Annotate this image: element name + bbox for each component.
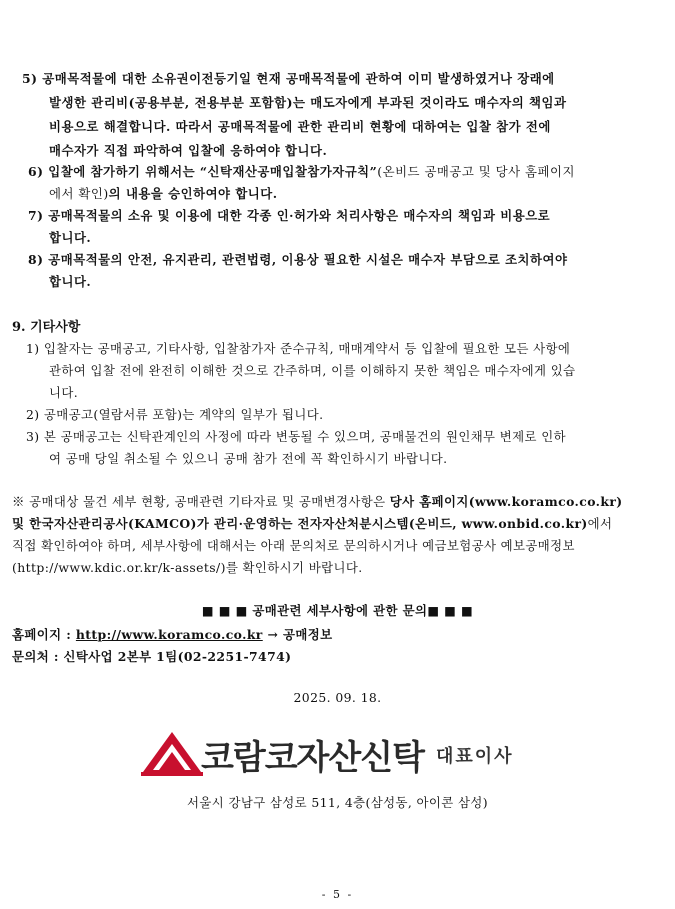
term-8-line-1: 8) 공매목적물의 안전, 유지관리, 관련법령, 이용상 필요한 시설은 매수자 부담으로 조치하여야 [28,252,568,267]
note-line-2 [12,514,612,532]
homepage-label: 홈페이지 : [12,627,76,642]
section-9-title: 9. 기타사항 [12,320,81,335]
koramco-logo-icon [141,730,203,780]
etc-1-line-2: 관하여 입찰 전에 완전히 이해한 것으로 간주하며, 이를 이해하지 못한 책임은 매수자에게 있습 [49,363,576,378]
term-5-line-3: 비용으로 해결합니다. 따라서 공매목적물에 관한 관리비 현황에 대하여는 입찰 참가 전에 [49,119,551,134]
homepage-suffix: → 공매정보 [262,627,333,642]
etc-3-line-2: 여 공매 당일 취소될 수 있으니 공매 참가 전에 꼭 확인하시기 바랍니다. [49,451,448,466]
page-number: - 5 - [321,888,354,901]
inquiry-header: ■ ■ ■ 공매관련 세부사항에 관한 문의■ ■ ■ [201,603,474,618]
term-5-line-4: 매수자가 직접 파악하여 입찰에 응하여야 합니다. [49,143,328,158]
note-homepage-bold: 당사 홈페이지(www.koramco.co.kr) [389,494,623,509]
note-line-3: 직접 확인하여야 하며, 세부사항에 대해서는 아래 문의처로 문의하시거나 예금보험공사 예보공매정보 [12,538,575,553]
company-address: 서울시 강남구 삼성로 511, 4층(삼성동, 아이콘 삼성) [187,795,488,810]
term-6-normal-text-2: 에서 확인) [49,186,109,201]
term-6-normal-text: (온비드 공매공고 및 당사 홈페이지 [377,164,575,179]
etc-2-line-1: 2) 공매공고(열람서류 포함)는 계약의 일부가 됩니다. [26,407,324,422]
company-logo [141,724,531,786]
homepage-link[interactable]: http://www.koramco.co.kr [75,627,263,642]
note-line-1 [12,492,623,510]
term-5-line-1: 5) 공매목적물에 대한 소유권이전등기일 현재 공매목적물에 관하여 이미 발생하였거나 장래에 [22,71,555,86]
note-text: ※ 공매대상 물건 세부 현황, 공매관련 기타자료 및 공매변경사항은 [12,494,390,509]
ceo-title: 대표이사 [436,746,514,767]
term-6-bold-text-2: 의 내용을 승인하여야 합니다. [108,186,278,201]
etc-3-line-1: 3) 본 공매공고는 신탁관계인의 사정에 따라 변동될 수 있으며, 공매물건의 원인채무 변제로 인하 [26,429,566,444]
term-6-bold-text: 6) 입찰에 참가하기 위해서는 “신탁재산공매입찰참가자규칙” [28,164,378,179]
note-line-4: (http://www.kdic.or.kr/k-assets/)를 확인하시기 바랍니다. [12,560,363,575]
etc-1-line-1: 1) 입찰자는 공매공고, 기타사항, 입찰참가자 준수규칙, 매매계약서 등 입찰에 필요한 모든 사항에 [26,341,571,356]
homepage-line [12,625,332,643]
term-7-line-2: 합니다. [49,230,92,245]
term-6-line-1 [28,163,575,180]
term-8-line-2: 합니다. [49,274,92,289]
term-6-line-2 [49,185,278,202]
term-5-line-2: 발생한 관리비(공용부분, 전용부분 포함함)는 매도자에게 부과된 것이라도 매수자의 책임과 [49,95,567,110]
company-name: 코람코자산신탁 [201,738,424,778]
etc-1-line-3: 니다. [49,385,79,400]
date: 2025. 09. 18. [293,690,382,705]
term-7-line-1: 7) 공매목적물의 소유 및 이용에 대한 각종 인·허가와 처리사항은 매수자의 책임과 비용으로 [28,208,551,223]
note-kamco-bold: 및 한국자산관리공사(KAMCO)가 관리·운영하는 전자자산처분시스템(온비드, www.onbid.co.kr) [12,516,588,531]
contact-line: 문의처 : 신탁사업 2본부 1팀(02-2251-7474) [12,649,292,664]
note-text-2: 에서 [587,516,613,531]
